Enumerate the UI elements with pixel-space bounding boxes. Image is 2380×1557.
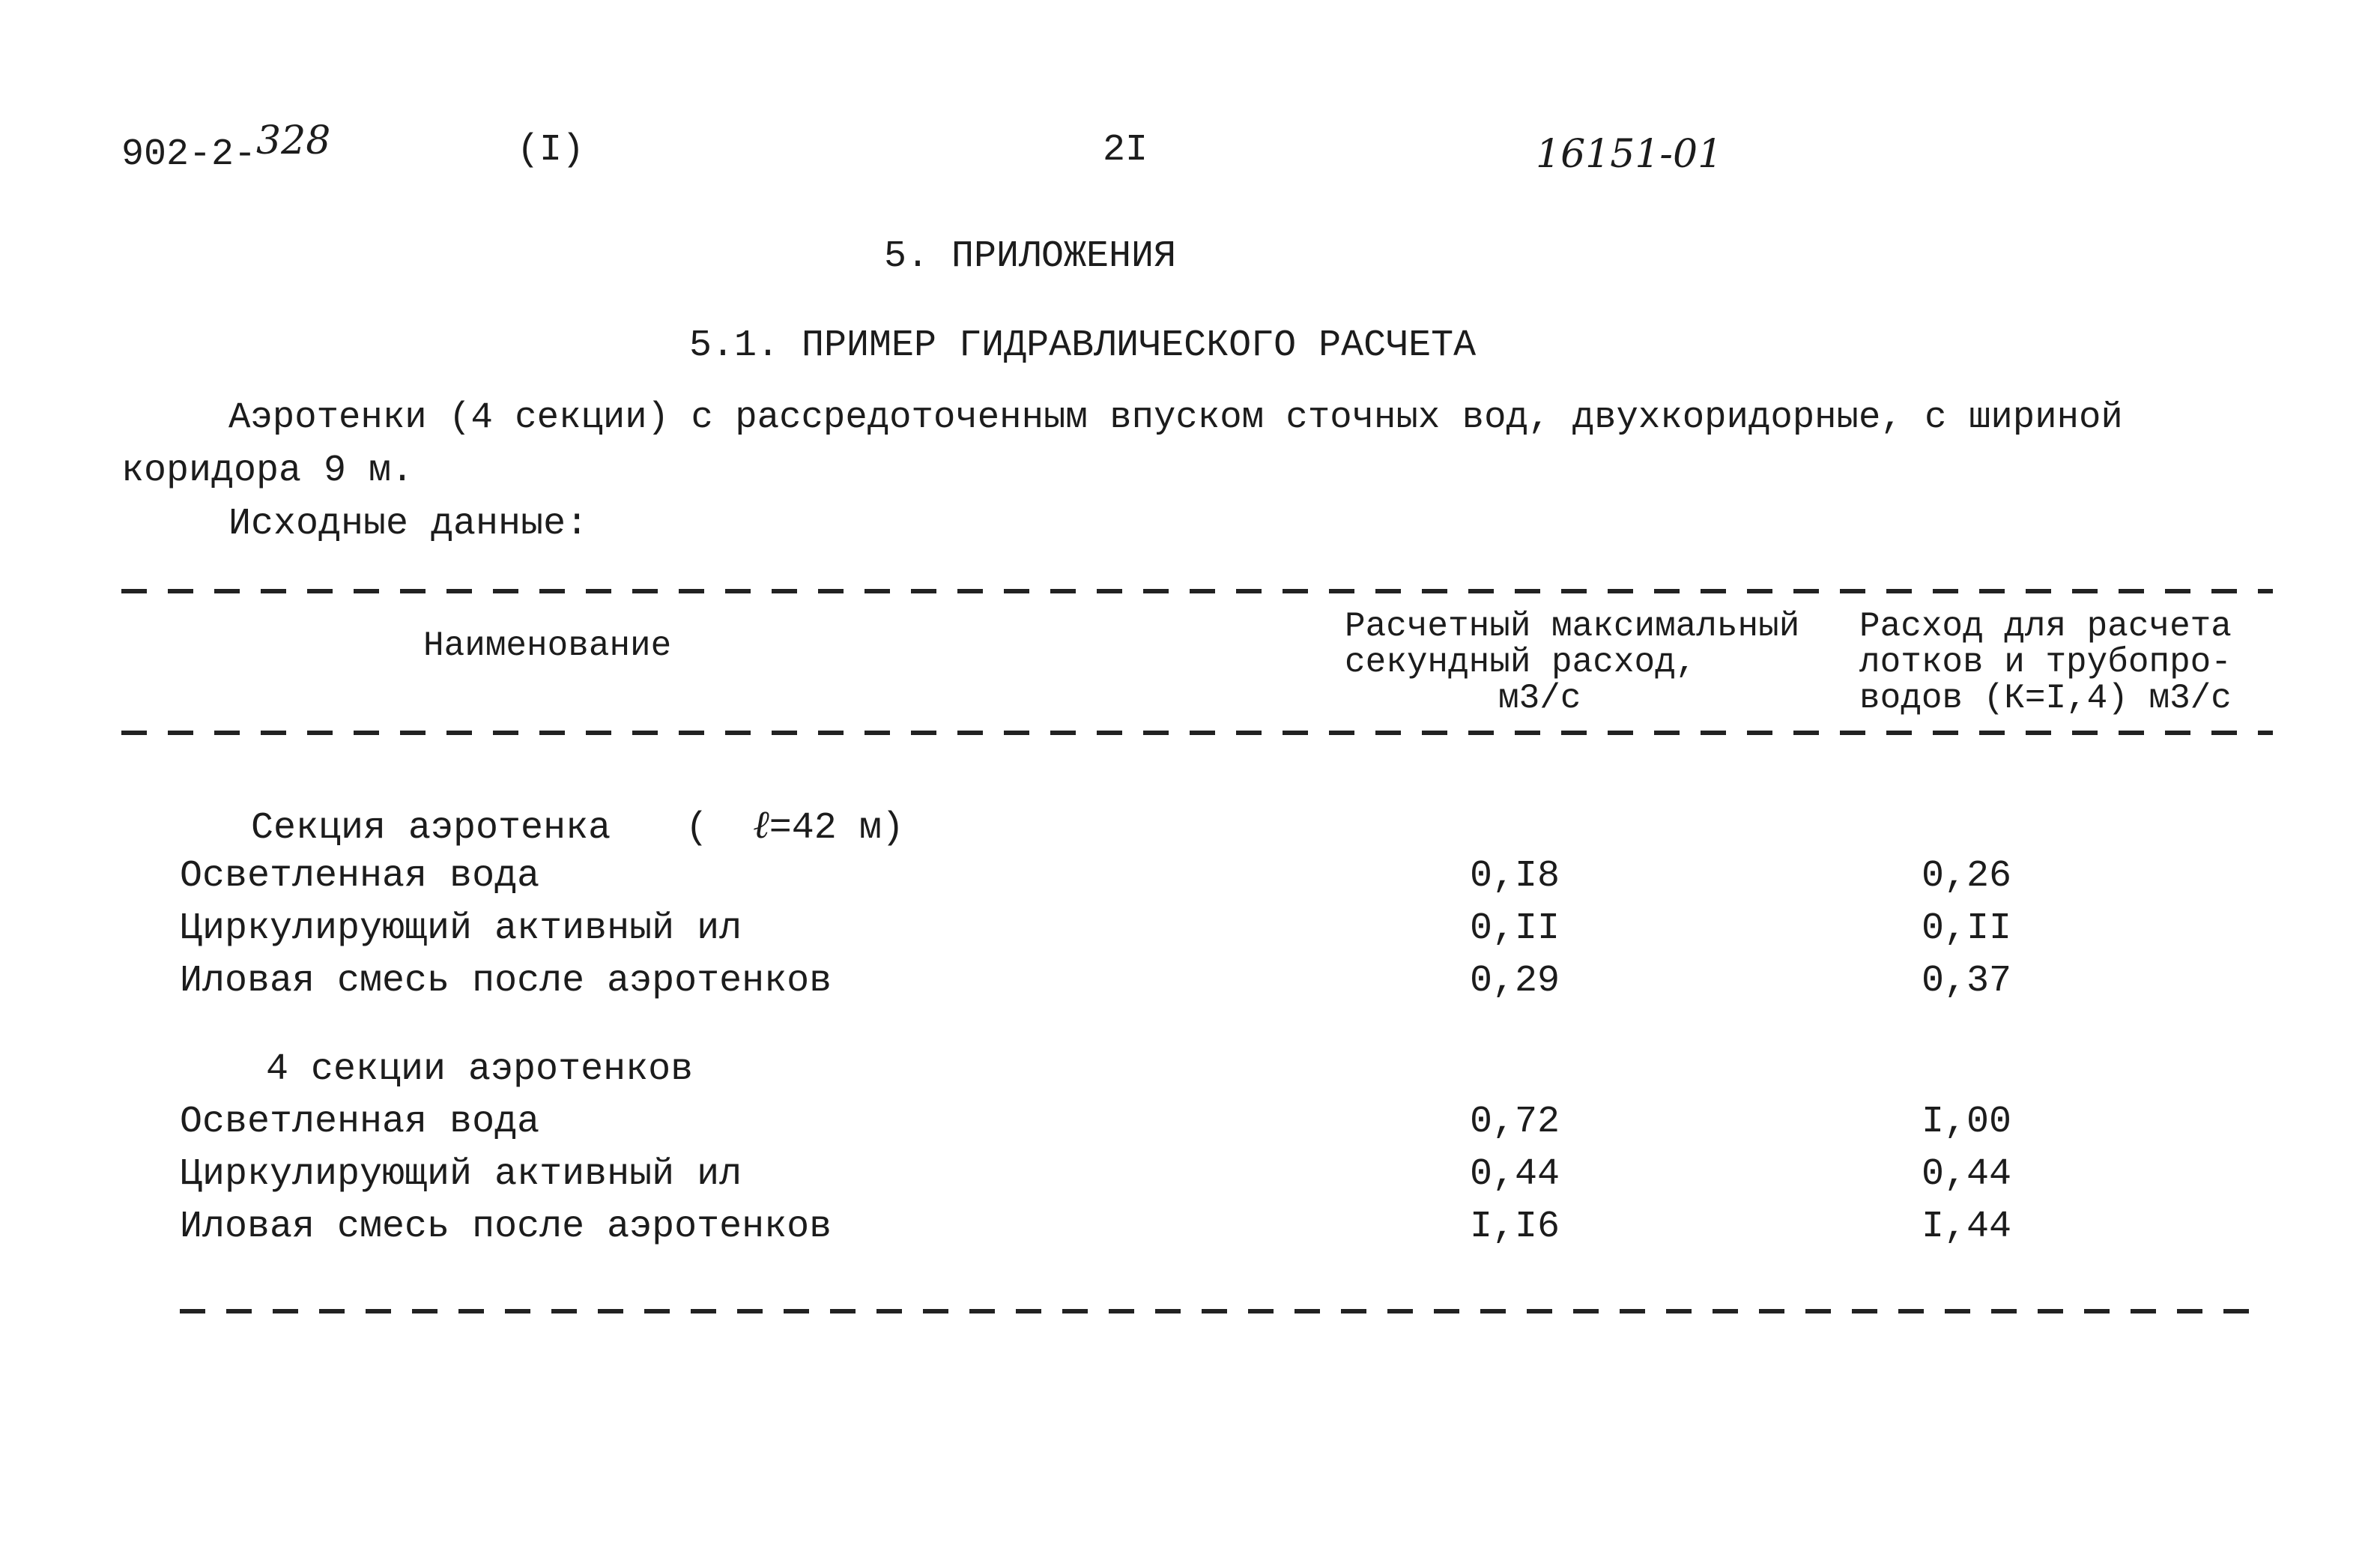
table-bottom-rule <box>180 1309 2251 1313</box>
column-header-design-flow-line-2: лотков и трубопро- <box>1859 643 2232 682</box>
table-row-max-flow: 0,II <box>1470 907 1560 950</box>
table-top-rule <box>121 589 2273 593</box>
table-row-name: Иловая смесь после аэротенков <box>180 1206 832 1248</box>
table-row-name: Осветленная вода <box>180 855 540 898</box>
table-row-max-flow: 0,I8 <box>1470 855 1560 898</box>
column-header-max-flow-line-2: секундный расход, <box>1345 643 1697 682</box>
intro-line-1: Аэротенки (4 секции) с рассредоточенным впуском сточных вод, двухкоридорные, с шириной <box>228 396 2123 438</box>
table-row-design-flow: I,00 <box>1922 1101 2012 1143</box>
column-header-max-flow-line-1: Расчетный максимальный <box>1345 607 1800 646</box>
table-row-name: Осветленная вода <box>180 1101 540 1143</box>
column-header-design-flow-line-3: водов (К=I,4) м3/с <box>1859 679 2232 718</box>
table-row-design-flow: 0,37 <box>1922 960 2012 1003</box>
table-row-name: Циркулирующий активный ил <box>180 1153 742 1196</box>
page-number: 2I <box>1103 129 1148 172</box>
intro-line-2: коридора 9 м. <box>121 450 414 492</box>
column-header-design-flow <box>1859 608 2232 716</box>
section-title: 5. ПРИЛОЖЕНИЯ <box>884 235 1177 278</box>
table-row-design-flow: 0,II <box>1922 907 2012 950</box>
intro-line-3: Исходные данные: <box>228 503 589 545</box>
group-title-sections: 4 секции аэротенков <box>266 1048 694 1091</box>
column-header-design-flow-line-1: Расход для расчета <box>1859 607 2232 646</box>
table-row-max-flow: I,I6 <box>1470 1206 1560 1248</box>
table-row-design-flow: I,44 <box>1922 1206 2012 1248</box>
group-title-section-paren: ( <box>685 807 709 850</box>
table-header-rule <box>121 731 2273 735</box>
length-symbol: ℓ <box>753 802 769 847</box>
column-header-max-flow-line-3: м3/с <box>1498 679 1581 718</box>
table-row-name: Циркулирующий активный ил <box>180 907 742 950</box>
table-row-design-flow: 0,44 <box>1922 1153 2012 1196</box>
document-part: (I) <box>517 129 585 172</box>
document-code-handwritten: 328 <box>256 118 331 163</box>
table-row-max-flow: 0,44 <box>1470 1153 1560 1196</box>
handwritten-number: 16151-01 <box>1536 132 1723 177</box>
table-row-max-flow: 0,29 <box>1470 960 1560 1003</box>
table-row-name: Иловая смесь после аэротенков <box>180 960 832 1003</box>
subsection-title: 5.1. ПРИМЕР ГИДРАВЛИЧЕСКОГО РАСЧЕТА <box>689 324 1477 367</box>
column-header-name: Наименование <box>423 626 672 665</box>
column-header-max-flow <box>1345 608 1799 716</box>
document-code-prefix: 902-2- <box>121 133 257 176</box>
group-title-section <box>251 802 904 850</box>
group-title-section-length: =42 м) <box>769 807 904 850</box>
table-row-design-flow: 0,26 <box>1922 855 2012 898</box>
group-title-section-text: Секция аэротенка <box>251 807 611 850</box>
table-row-max-flow: 0,72 <box>1470 1101 1560 1143</box>
document-code <box>121 118 331 176</box>
